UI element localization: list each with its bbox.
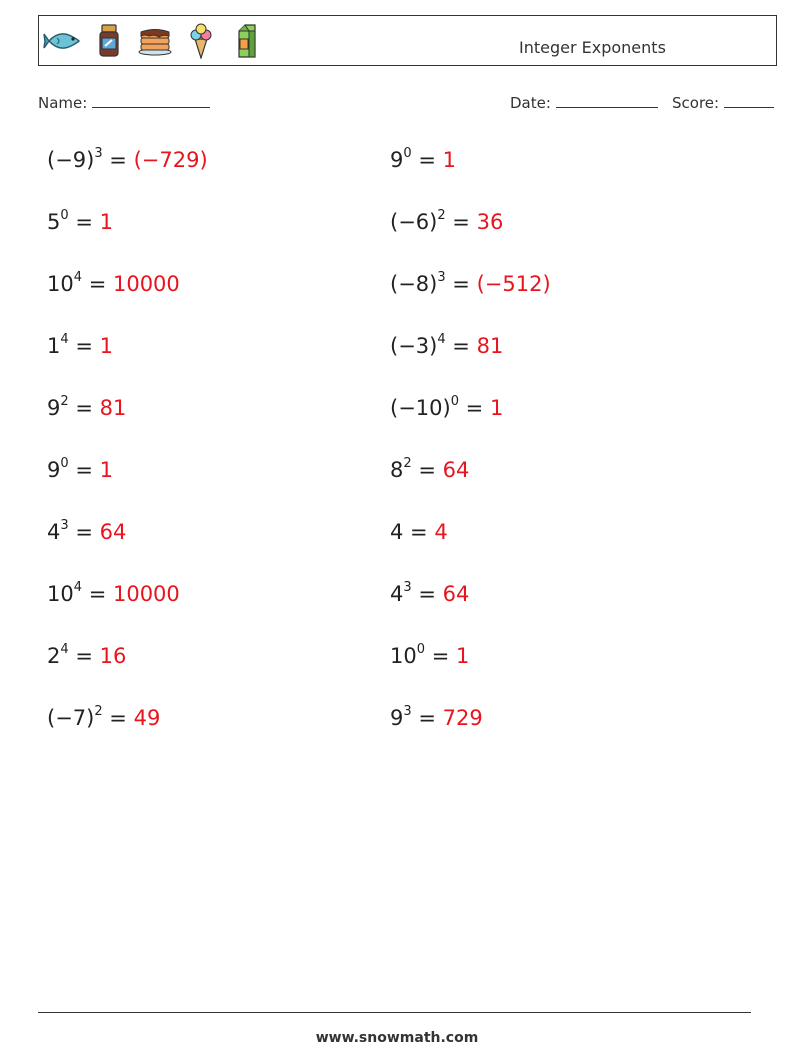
problem-base: (−7) bbox=[47, 706, 95, 730]
problem-item bbox=[47, 334, 113, 358]
worksheet-title: Integer Exponents bbox=[519, 38, 666, 57]
date-label: Date: bbox=[510, 94, 551, 112]
problem-base: 1 bbox=[47, 334, 61, 358]
score-blank-line bbox=[724, 93, 774, 108]
equals-sign: = bbox=[102, 706, 134, 730]
problem-exponent: 0 bbox=[450, 394, 459, 409]
problem-exponent: 2 bbox=[60, 394, 69, 409]
header-box bbox=[38, 15, 777, 66]
problem-item bbox=[47, 148, 208, 172]
problem-base: 4 bbox=[390, 520, 404, 544]
problem-exponent: 4 bbox=[60, 642, 69, 657]
problem-item bbox=[390, 458, 469, 482]
name-blank-line bbox=[92, 93, 210, 108]
problem-answer: (−729) bbox=[133, 148, 208, 172]
problem-answer: 1 bbox=[99, 334, 113, 358]
problem-base: (−6) bbox=[390, 210, 438, 234]
equals-sign: = bbox=[445, 210, 477, 234]
problem-answer: 36 bbox=[476, 210, 504, 234]
equals-sign: = bbox=[102, 148, 134, 172]
problem-item bbox=[47, 644, 126, 668]
equals-sign: = bbox=[68, 644, 100, 668]
equals-sign: = bbox=[82, 272, 113, 296]
equals-sign: = bbox=[68, 520, 100, 544]
problem-answer: 81 bbox=[476, 334, 504, 358]
problem-answer: 81 bbox=[99, 396, 127, 420]
problem-exponent: 4 bbox=[437, 332, 446, 347]
problem-answer: (−512) bbox=[476, 272, 551, 296]
problem-exponent: 2 bbox=[94, 704, 103, 719]
problem-answer: 1 bbox=[99, 210, 113, 234]
problem-exponent: 0 bbox=[403, 146, 412, 161]
problem-item bbox=[390, 148, 456, 172]
date-blank-line bbox=[556, 93, 658, 108]
problem-base: 9 bbox=[47, 396, 61, 420]
date-score-fields bbox=[510, 93, 774, 112]
name-field bbox=[38, 93, 210, 112]
name-label: Name: bbox=[38, 94, 88, 112]
problem-exponent: 0 bbox=[60, 208, 69, 223]
problem-item bbox=[47, 458, 113, 482]
problem-answer: 64 bbox=[442, 582, 470, 606]
problem-item bbox=[390, 644, 469, 668]
ice-cream-cone-icon bbox=[181, 23, 221, 59]
medicine-bottle-icon bbox=[89, 23, 129, 59]
problem-item bbox=[390, 520, 448, 544]
problem-base: 9 bbox=[390, 706, 404, 730]
problem-exponent: 0 bbox=[60, 456, 69, 471]
problem-item bbox=[390, 582, 469, 606]
equals-sign: = bbox=[411, 582, 443, 606]
footer-url: www.snowmath.com bbox=[315, 1030, 479, 1046]
problem-item bbox=[47, 520, 126, 544]
icon-strip bbox=[43, 23, 273, 59]
equals-sign: = bbox=[458, 396, 490, 420]
problem-base: (−10) bbox=[390, 396, 451, 420]
problem-item bbox=[47, 272, 180, 296]
juice-carton-icon bbox=[227, 23, 267, 59]
problem-item bbox=[390, 334, 503, 358]
problem-item bbox=[390, 396, 503, 420]
equals-sign: = bbox=[425, 644, 456, 668]
problem-item bbox=[47, 210, 113, 234]
equals-sign: = bbox=[68, 210, 100, 234]
problem-base: 4 bbox=[390, 582, 404, 606]
problem-exponent: 3 bbox=[403, 704, 412, 719]
problem-answer: 1 bbox=[442, 148, 456, 172]
problem-base: (−9) bbox=[47, 148, 95, 172]
problem-answer: 729 bbox=[442, 706, 483, 730]
problem-answer: 64 bbox=[442, 458, 470, 482]
problem-item bbox=[390, 210, 503, 234]
problem-exponent: 3 bbox=[403, 580, 412, 595]
problem-exponent: 3 bbox=[94, 146, 103, 161]
problem-base: 9 bbox=[390, 148, 404, 172]
problem-base: 10 bbox=[390, 644, 417, 668]
equals-sign: = bbox=[411, 706, 443, 730]
problem-answer: 4 bbox=[434, 520, 448, 544]
problem-exponent: 4 bbox=[73, 580, 83, 595]
problem-answer: 1 bbox=[455, 644, 470, 668]
problem-answer: 1 bbox=[99, 458, 113, 482]
equals-sign: = bbox=[68, 396, 100, 420]
problem-answer: 10000 bbox=[112, 272, 180, 296]
problem-exponent: 3 bbox=[60, 518, 69, 533]
footer-divider bbox=[38, 1012, 751, 1013]
pancake-stack-icon bbox=[135, 23, 175, 59]
problem-answer: 64 bbox=[99, 520, 127, 544]
fish-icon bbox=[43, 23, 83, 59]
problem-base: 2 bbox=[47, 644, 61, 668]
equals-sign: = bbox=[411, 148, 443, 172]
equals-sign: = bbox=[68, 458, 100, 482]
problem-exponent: 4 bbox=[60, 332, 69, 347]
equals-sign: = bbox=[411, 458, 443, 482]
equals-sign: = bbox=[403, 520, 435, 544]
equals-sign: = bbox=[445, 272, 477, 296]
problem-item bbox=[47, 396, 126, 420]
problem-base: (−3) bbox=[390, 334, 438, 358]
problem-answer: 16 bbox=[99, 644, 127, 668]
problem-exponent: 4 bbox=[73, 270, 83, 285]
problem-base: 10 bbox=[47, 582, 74, 606]
problem-base: 4 bbox=[47, 520, 61, 544]
problem-base: (−8) bbox=[390, 272, 438, 296]
problem-base: 10 bbox=[47, 272, 74, 296]
problem-base: 8 bbox=[390, 458, 404, 482]
problem-exponent: 0 bbox=[416, 642, 426, 657]
equals-sign: = bbox=[82, 582, 113, 606]
problem-exponent: 2 bbox=[437, 208, 446, 223]
problem-item bbox=[47, 582, 180, 606]
equals-sign: = bbox=[445, 334, 477, 358]
problem-item bbox=[390, 706, 483, 730]
score-label: Score: bbox=[672, 94, 720, 112]
problem-answer: 1 bbox=[489, 396, 504, 420]
problem-base: 5 bbox=[47, 210, 61, 234]
problem-item bbox=[390, 272, 551, 296]
problem-item bbox=[47, 706, 160, 730]
problem-answer: 49 bbox=[133, 706, 161, 730]
problem-exponent: 3 bbox=[437, 270, 446, 285]
problem-base: 9 bbox=[47, 458, 61, 482]
problem-exponent: 2 bbox=[403, 456, 412, 471]
equals-sign: = bbox=[68, 334, 100, 358]
problem-answer: 10000 bbox=[112, 582, 180, 606]
